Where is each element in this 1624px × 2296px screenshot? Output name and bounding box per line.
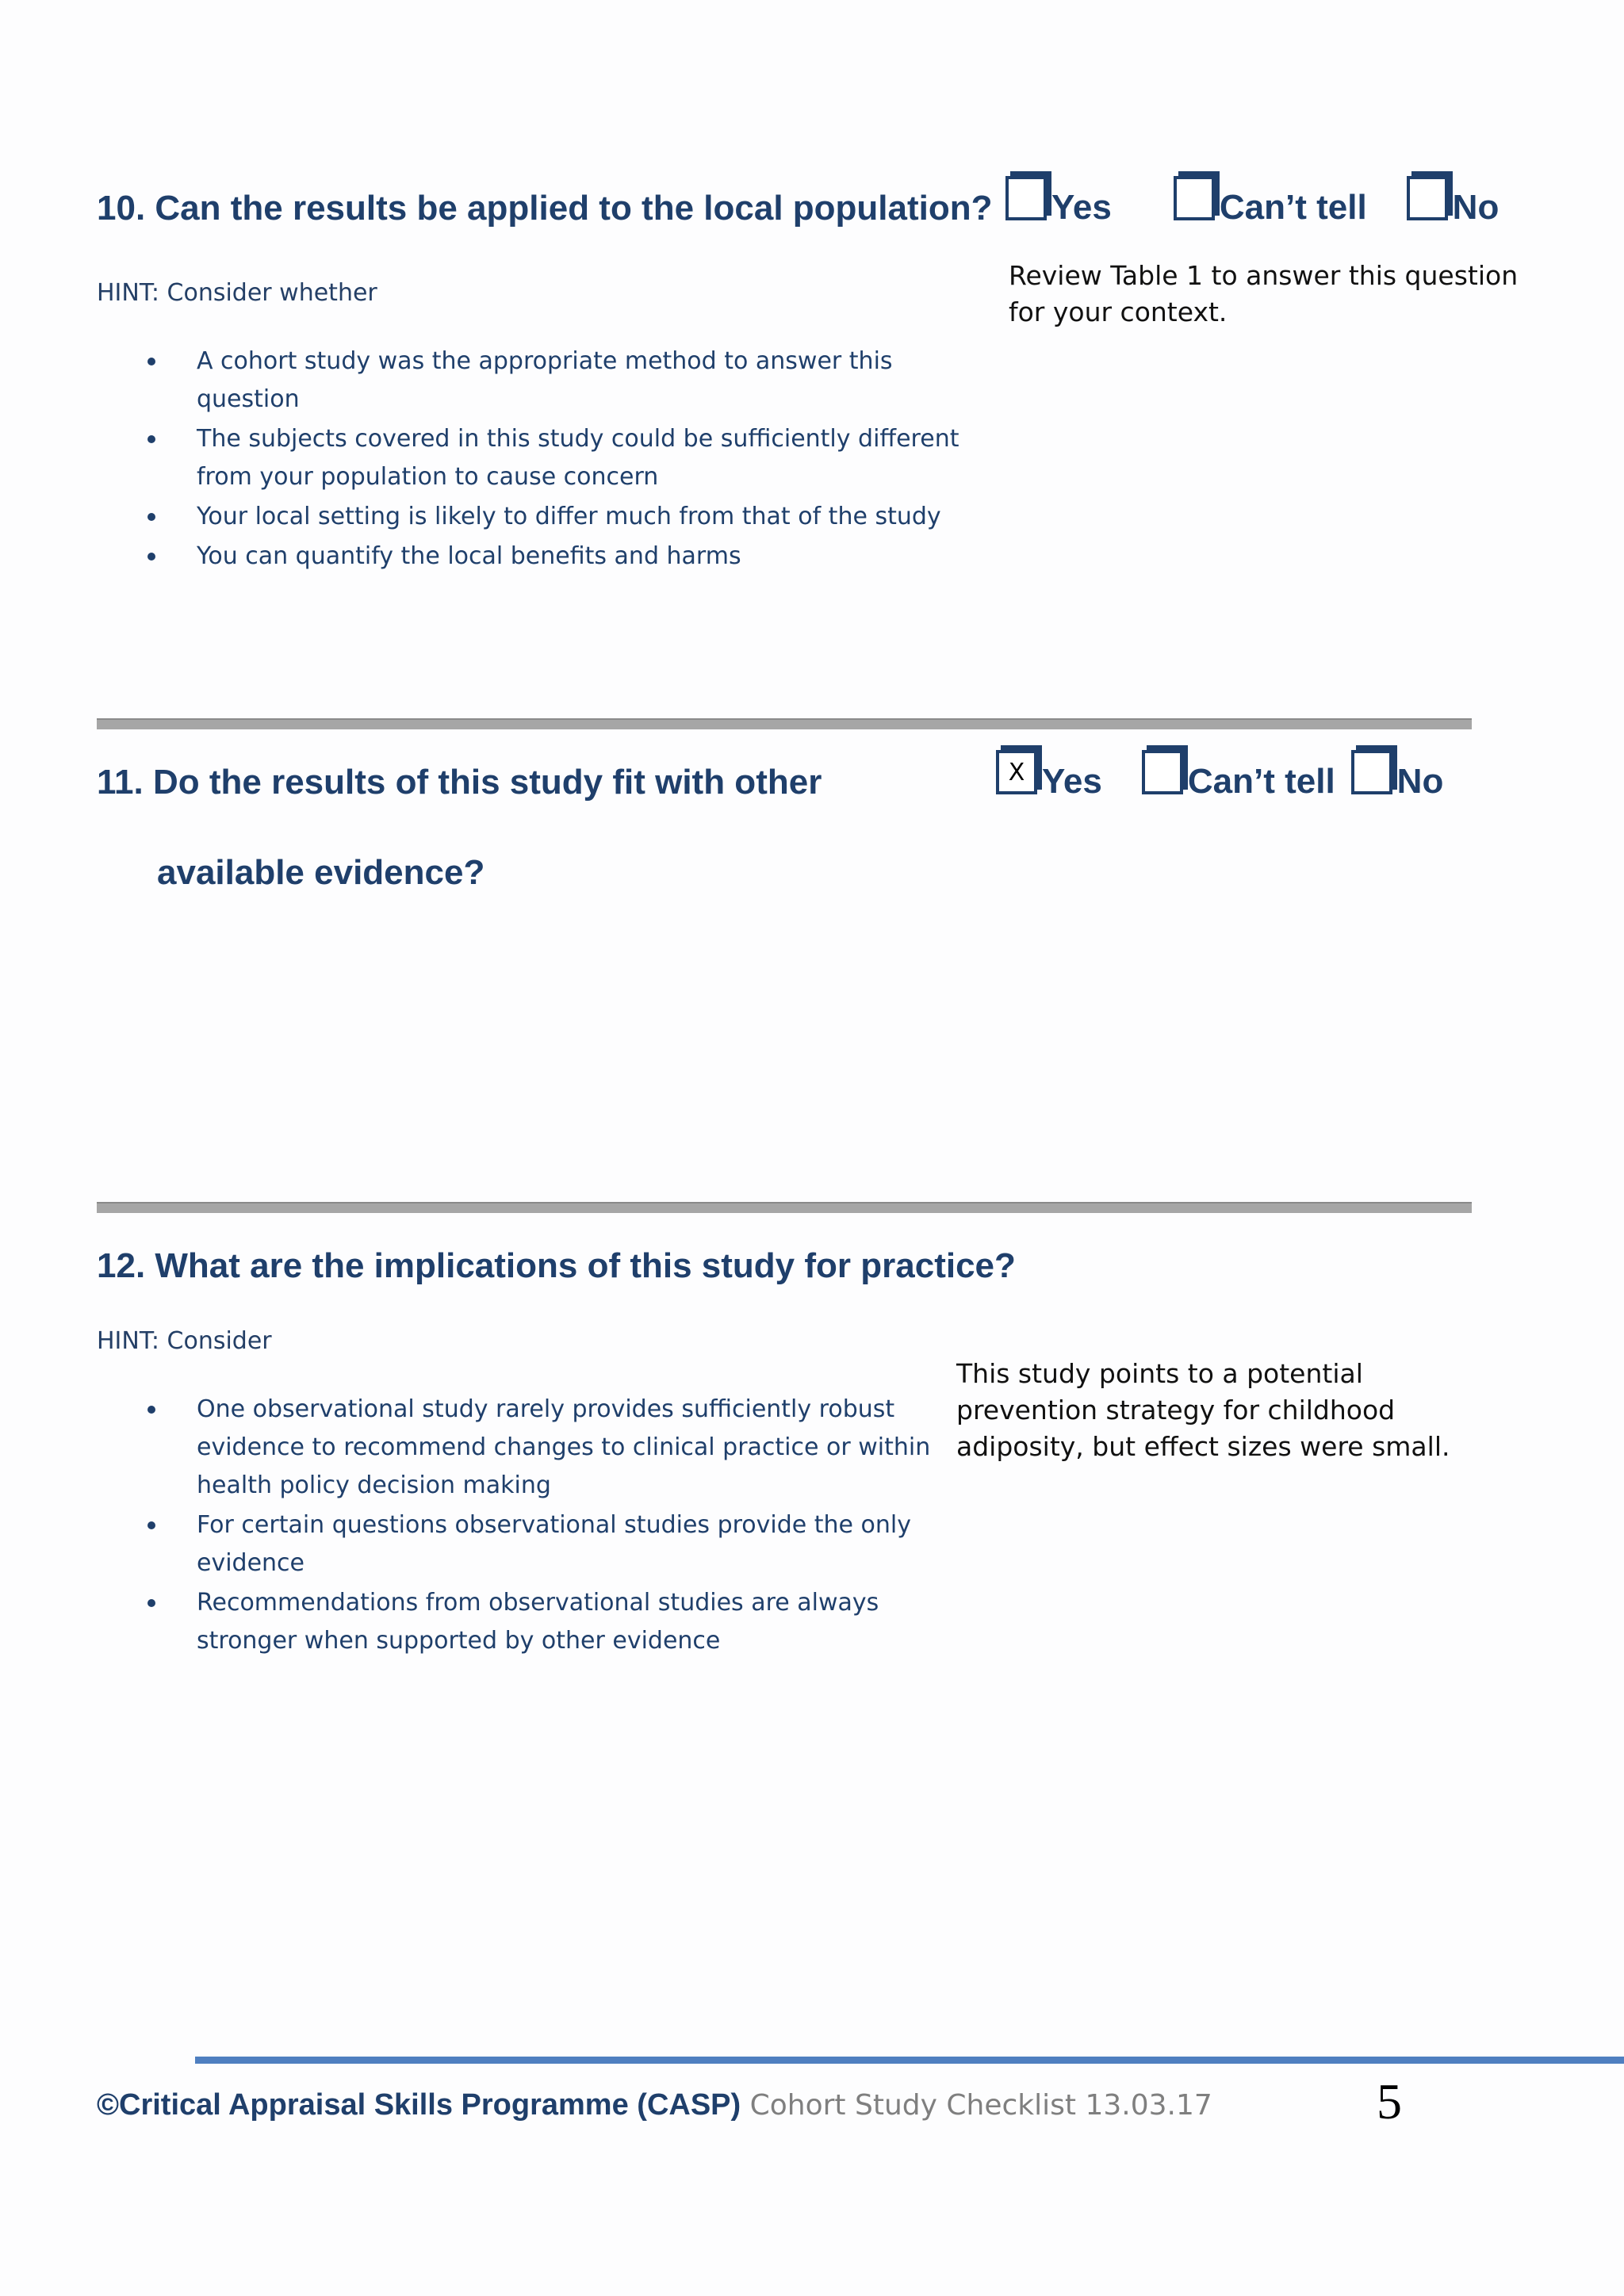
bullet-icon (147, 1521, 155, 1529)
question-10-hint-list (98, 342, 971, 577)
option-label: Yes (1042, 762, 1102, 801)
question-12-hint: HINT: Consider (97, 1327, 272, 1355)
question-10-answer: Review Table 1 to answer this question for your context. (1009, 260, 1519, 327)
q11-option-no[interactable] (1351, 750, 1444, 799)
checkbox-icon[interactable]: X (996, 750, 1037, 794)
checkbox-icon[interactable] (1407, 176, 1448, 220)
hint-text: Your local setting is likely to differ much from that of the study (197, 503, 941, 530)
question-10-hint: HINT: Consider whether (97, 279, 377, 307)
page-number: 5 (1377, 2073, 1402, 2130)
hint-text: A cohort study was the appropriate method to answer this question (197, 347, 893, 413)
checkbox-icon[interactable] (1005, 176, 1047, 220)
list-item (98, 498, 971, 536)
hint-text: For certain questions observational studies provide the only evidence (197, 1511, 912, 1577)
list-item (98, 420, 971, 496)
question-11-options (996, 750, 1443, 799)
footer-divider (195, 2057, 1624, 2064)
option-label: Can’t tell (1187, 762, 1335, 801)
q11-option-cant-tell[interactable] (1142, 750, 1335, 799)
footer (97, 2088, 1212, 2122)
section-divider (97, 718, 1472, 729)
list-item (98, 1506, 939, 1582)
footer-organisation: ©Critical Appraisal Skills Programme (CASP) (97, 2088, 741, 2122)
hint-text: One observational study rarely provides sufficiently robust evidence to recommend changes to clinical practice or within health policy decision making (197, 1395, 931, 1499)
list-item (98, 1391, 939, 1505)
question-12-answer: This study points to a potential prevention strategy for childhood adiposity, but effect sizes were small. (956, 1358, 1450, 1462)
question-10-options (1005, 176, 1499, 225)
q10-option-cant-tell[interactable] (1174, 176, 1367, 225)
option-label: No (1452, 188, 1500, 227)
q11-option-yes[interactable] (996, 750, 1102, 799)
question-12-hint-list (98, 1391, 939, 1662)
option-label: Can’t tell (1219, 188, 1367, 227)
hint-text: The subjects covered in this study could be sufficiently different from your population to cause concern (197, 425, 959, 491)
list-item (98, 1584, 939, 1660)
section-divider (97, 1202, 1472, 1213)
question-11-title: 11. Do the results of this study fit with other (97, 763, 822, 802)
checkbox-icon[interactable] (1142, 750, 1183, 794)
bullet-icon (147, 1599, 155, 1607)
list-item (98, 538, 971, 576)
hint-text: Recommendations from observational studies are always stronger when supported by other evidence (197, 1589, 879, 1655)
checkbox-icon[interactable] (1174, 176, 1215, 220)
bullet-icon (147, 358, 155, 365)
bullet-icon (147, 553, 155, 561)
bullet-icon (147, 513, 155, 521)
checkbox-icon[interactable] (1351, 750, 1392, 794)
q10-option-yes[interactable] (1005, 176, 1112, 225)
list-item (98, 342, 971, 419)
question-10-title: 10. Can the results be applied to the local population? (97, 189, 993, 228)
q10-option-no[interactable] (1407, 176, 1500, 225)
option-label: Yes (1051, 188, 1112, 227)
question-12-title: 12. What are the implications of this study for practice? (97, 1246, 1016, 1285)
question-11-title-continued: available evidence? (157, 853, 485, 892)
bullet-icon (147, 1406, 155, 1414)
footer-document-name: Cohort Study Checklist 13.03.17 (741, 2089, 1212, 2122)
hint-text: You can quantify the local benefits and harms (197, 542, 741, 570)
option-label: No (1396, 762, 1444, 801)
bullet-icon (147, 435, 155, 443)
